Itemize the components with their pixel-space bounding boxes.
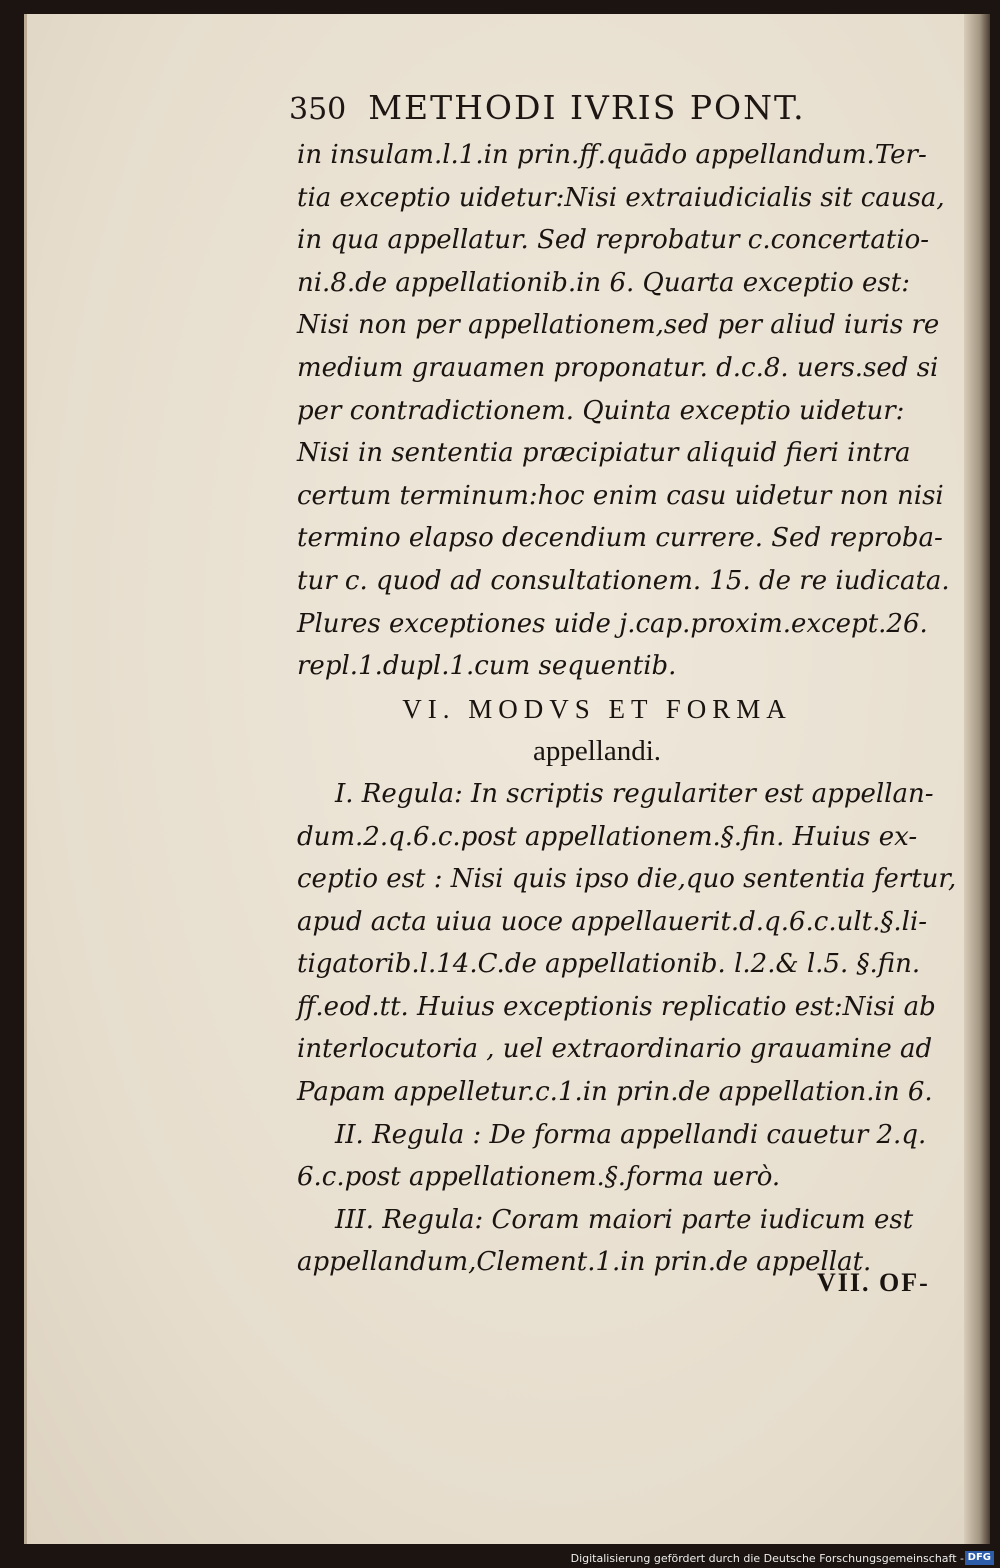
page-gutter: [964, 14, 990, 1544]
running-head: [289, 88, 889, 127]
text-line: Plures exceptiones uide j.cap.proxim.except.26.: [297, 608, 928, 639]
text-line: medium grauamen proponatur. d.c.8. uers.sed si: [297, 352, 939, 383]
section-subheading: appellandi.: [532, 735, 662, 768]
text-line: tur c. quod ad consultationem. 15. de re iudicata.: [297, 565, 950, 596]
rule-line: I. Regula: In scriptis regulariter est appellan-: [335, 778, 934, 809]
rule-line: III. Regula: Coram maiori parte iudicum est: [335, 1204, 914, 1235]
rule-line: 6.c.post appellationem.§.forma uerò.: [297, 1162, 781, 1193]
catchword: VII. OF-: [817, 1268, 930, 1297]
footer-bar: [0, 1546, 1000, 1568]
rule-line: Papam appelletur.c.1.in prin.de appellation.in 6.: [297, 1077, 933, 1108]
rule-line: tigatorib.l.14.C.de appellationib. l.2.& l.5. §.fin.: [297, 949, 921, 980]
text-line: in insulam.l.1.in prin.ff.quādo appellandum.Ter-: [297, 140, 927, 170]
text-line: termino elapso decendium currere. Sed reproba-: [297, 523, 943, 554]
rule-line: II. Regula : De forma appellandi cauetur 2.q.: [335, 1119, 927, 1150]
dfg-logo: DFG: [965, 1551, 994, 1565]
book-page: [24, 14, 990, 1544]
text-line: in qua appellatur. Sed reprobatur c.concertatio-: [297, 225, 930, 256]
text-line: per contradictionem. Quinta exceptio uidetur:: [297, 395, 905, 426]
text-line: repl.1.dupl.1.cum sequentib.: [297, 651, 677, 682]
rule-line: interlocutoria , uel extraordinario grauamine ad: [297, 1034, 933, 1065]
page-number: 350: [289, 92, 347, 127]
running-head-title: METHODI IVRIS PONT.: [368, 88, 806, 127]
rule-line: ff.eod.tt. Huius exceptionis replicatio est:Nisi ab: [297, 991, 936, 1022]
text-line: Nisi in sententia præcipiatur aliquid fieri intra: [297, 438, 911, 469]
rule-line: dum.2.q.6.c.post appellationem.§.fin. Huius ex-: [297, 821, 918, 852]
text-line: certum terminum:hoc enim casu uidetur non nisi: [297, 480, 944, 511]
rule-line: appellandum,Clement.1.in prin.de appellat.: [297, 1247, 872, 1278]
funding-credit: Digitalisierung gefördert durch die Deutsche Forschungsgemeinschaft -: [570, 1552, 964, 1565]
rule-line: ceptio est : Nisi quis ipso die,quo sententia fertur,: [297, 864, 957, 895]
text-line: Nisi non per appellationem,sed per aliud iuris re: [297, 310, 940, 341]
section-heading: VI. MODVS ET FORMA: [402, 693, 792, 724]
rule-line: apud acta uiua uoce appellauerit.d.q.6.c.ult.§.li-: [297, 906, 928, 937]
text-line: tia exceptio uidetur:Nisi extraiudicialis sit causa,: [297, 182, 945, 213]
text-line: ni.8.de appellationib.in 6. Quarta exceptio est:: [297, 267, 910, 298]
